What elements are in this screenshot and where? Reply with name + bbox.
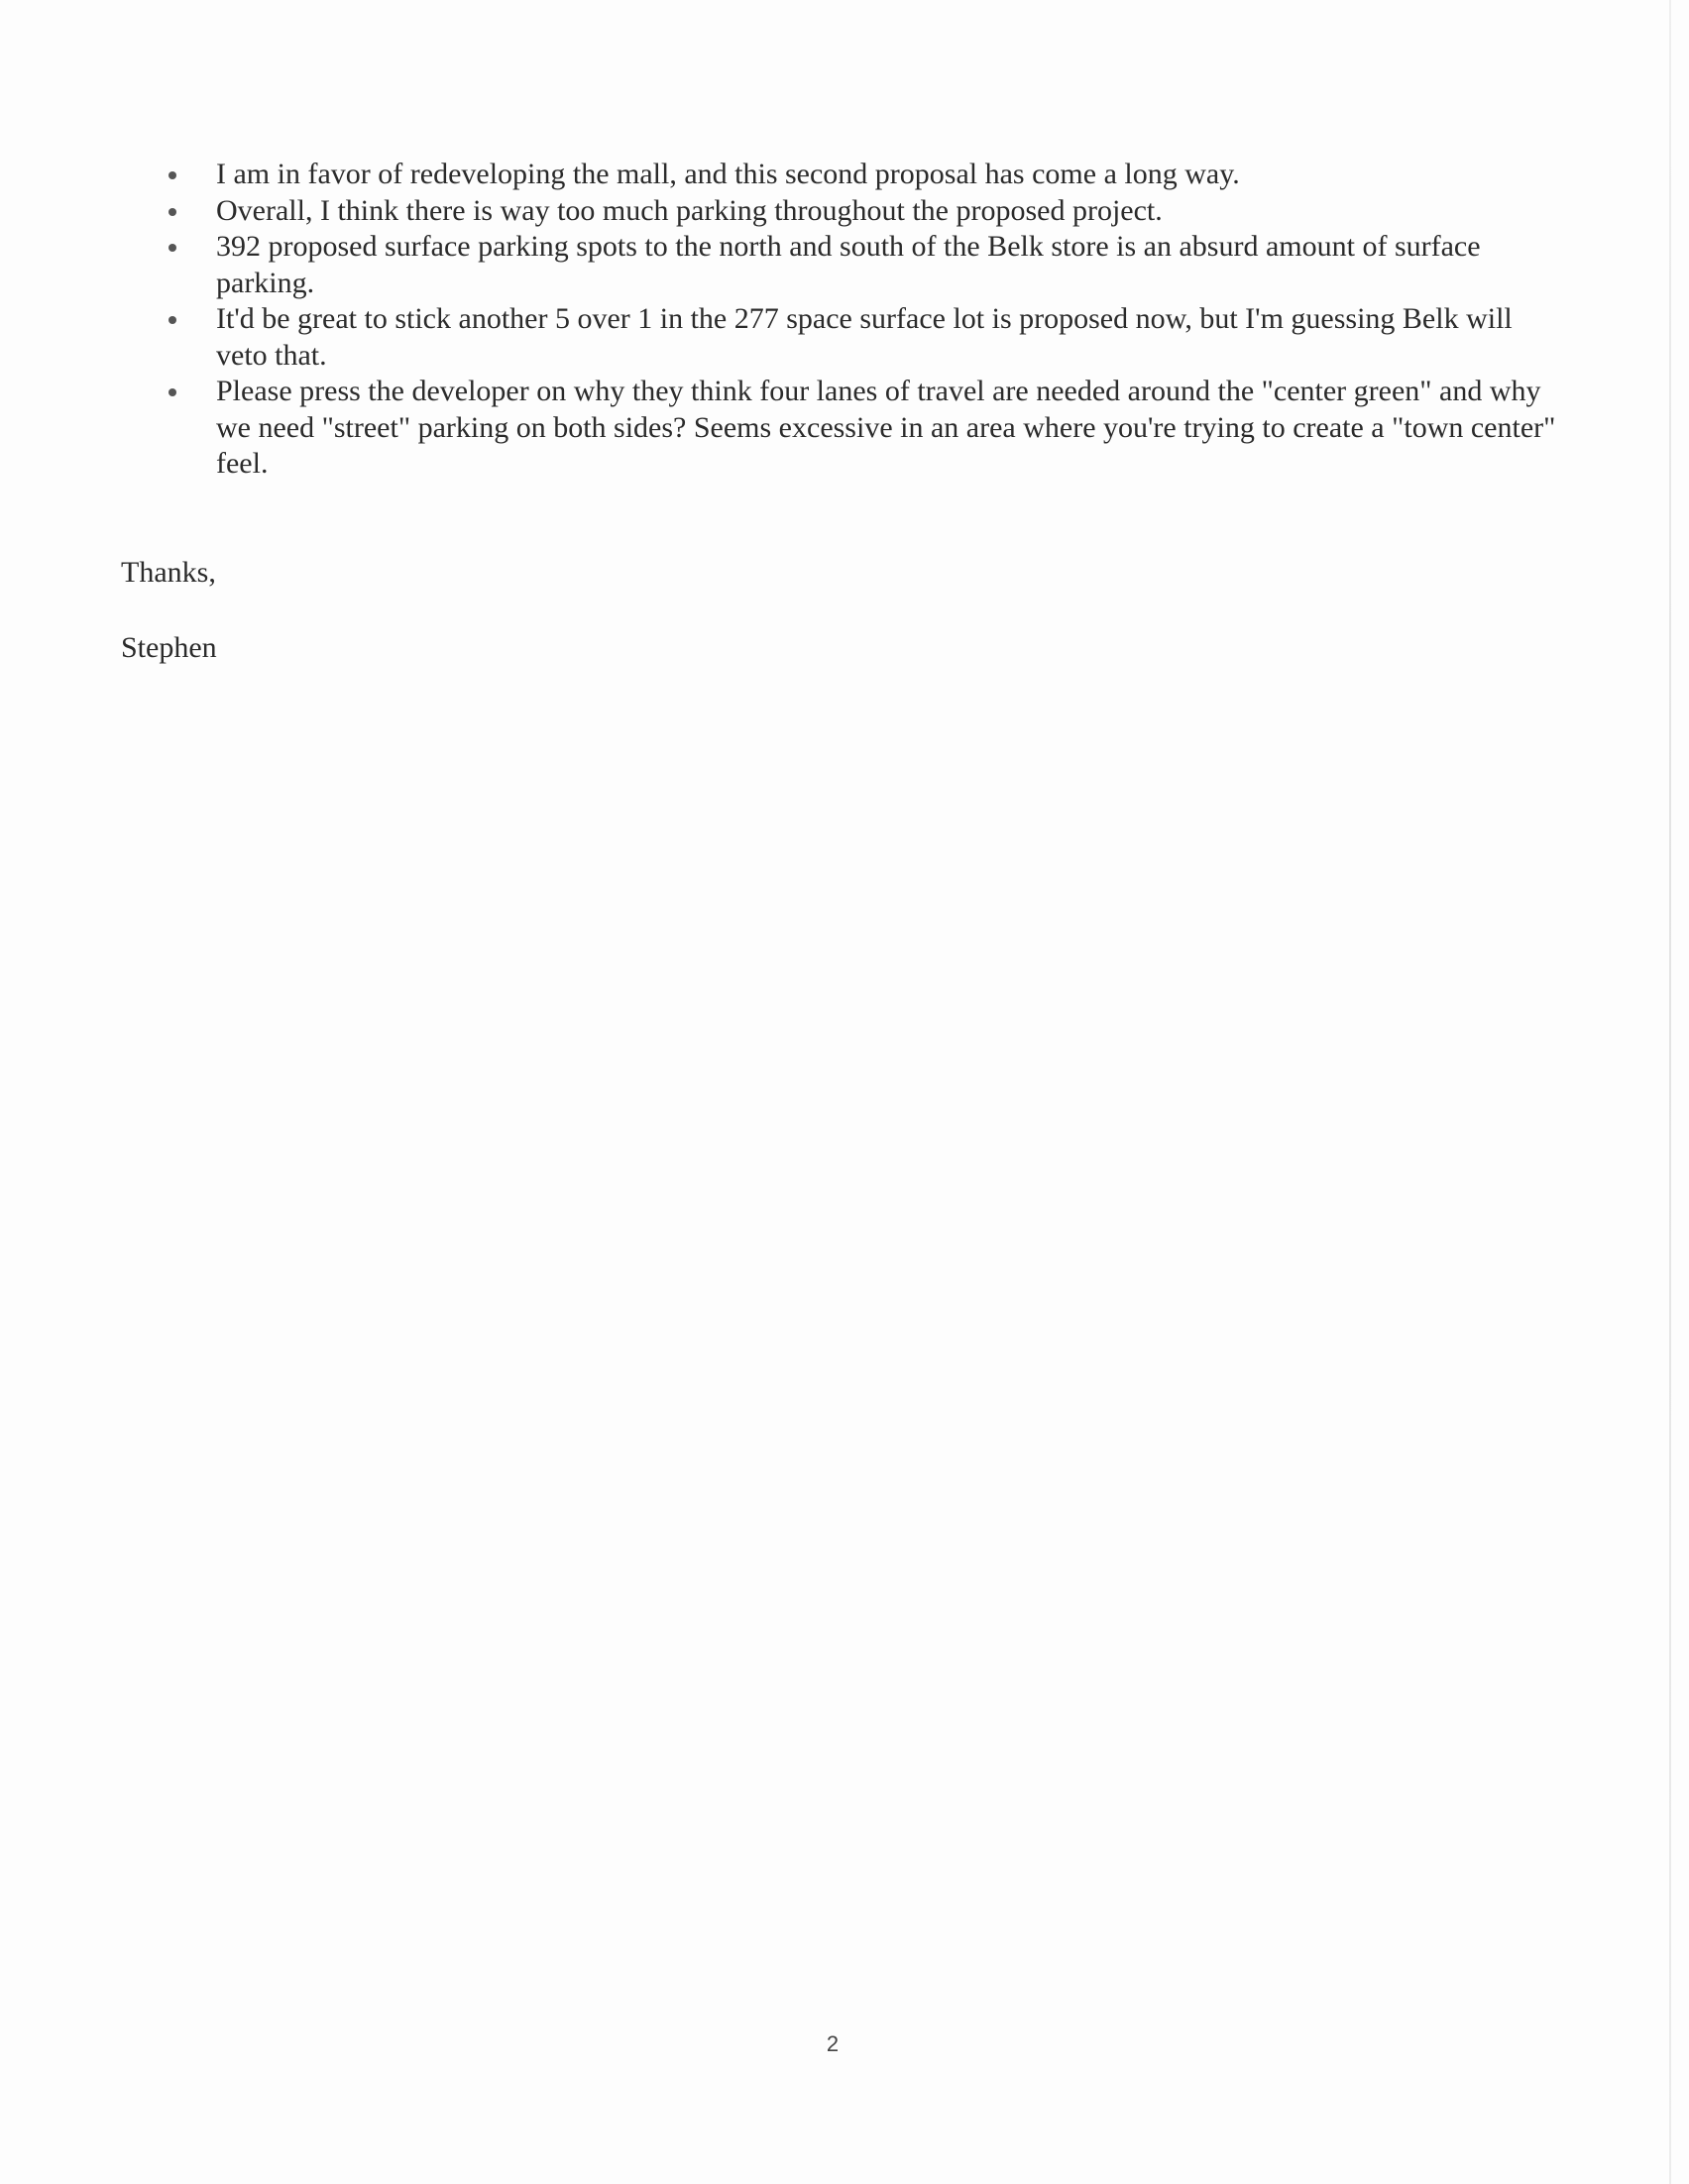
bullet-text: I am in favor of redeveloping the mall, and this second proposal has come a long way. [216, 158, 1240, 190]
bullet-icon [169, 244, 176, 252]
bullet-text: It'd be great to stick another 5 over 1 in the 277 space surface lot is proposed now, but I'm guessing Belk will veto that. [216, 302, 1513, 372]
list-item [149, 157, 1556, 193]
closing-line: Thanks, [121, 556, 216, 589]
bullet-icon [169, 388, 176, 396]
list-item [149, 301, 1556, 374]
comment-bullet-list [149, 157, 1556, 483]
list-item [149, 374, 1556, 483]
bullet-icon [169, 208, 176, 216]
scan-edge-shadow [1669, 0, 1671, 2184]
page-number: 2 [826, 2031, 840, 2056]
bullet-icon [169, 316, 176, 324]
bullet-icon [169, 171, 176, 179]
bullet-text: 392 proposed surface parking spots to the north and south of the Belk store is an absurd amount of surface parking. [216, 230, 1481, 299]
bullet-text: Please press the developer on why they think four lanes of travel are needed around the "center green" and why we need "street" parking on both sides? Seems excessive in an area where you're trying to create a "town center" feel. [216, 375, 1556, 480]
bullet-text: Overall, I think there is way too much parking throughout the proposed project. [216, 193, 1163, 227]
signature-name: Stephen [121, 631, 217, 664]
list-item [149, 229, 1556, 301]
list-item [149, 193, 1556, 230]
